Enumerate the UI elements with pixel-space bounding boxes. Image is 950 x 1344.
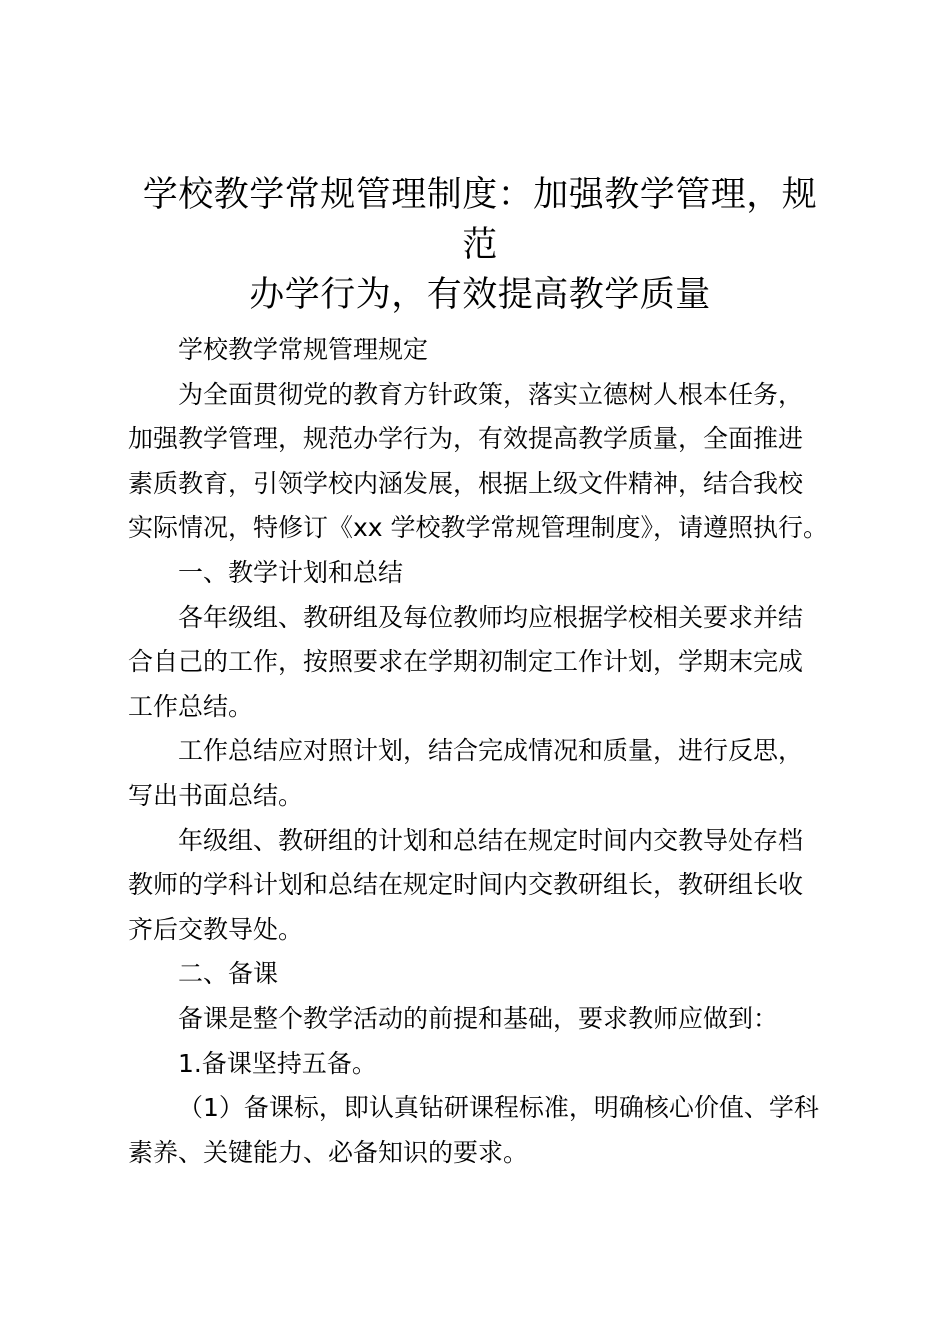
document-page <box>128 170 832 1175</box>
paragraph-subtitle <box>128 328 832 373</box>
document-title <box>128 170 832 320</box>
text-line: 一、教学计划和总结 <box>178 557 404 587</box>
title-line: 学校教学常规管理制度：加强教学管理，规范 <box>142 175 818 265</box>
section-heading-1 <box>128 551 832 596</box>
list-item <box>128 1042 832 1087</box>
paragraph <box>128 596 832 730</box>
text-line: （1）备课标，即认真钻研课程标准，明确核心价值、学科 <box>178 1093 819 1123</box>
text-line: 素养、关键能力、必备知识的要求。 <box>128 1137 529 1167</box>
text-line: 工作总结。 <box>128 691 254 721</box>
text-line: 合自己的工作，按照要求在学期初制定工作计划，学期末完成 <box>128 647 804 677</box>
text-line: 工作总结应对照计划，结合完成情况和质量，进行反思， <box>178 736 804 766</box>
text-line: 齐后交教导处。 <box>128 914 304 944</box>
text-line: 备课是整个教学活动的前提和基础，要求教师应做到： <box>178 1003 779 1033</box>
text-line: 学校教学常规管理规定 <box>178 335 429 364</box>
text-line: 各年级组、教研组及每位教师均应根据学校相关要求并结 <box>178 602 804 632</box>
text-line: 二、备课 <box>178 959 279 989</box>
text-line: 实际情况，特修订《xx 学校教学常规管理制度》，请遵照执行。 <box>128 513 829 543</box>
text-line: 年级组、教研组的计划和总结在规定时间内交教导处存档 <box>178 825 804 855</box>
paragraph <box>128 729 832 818</box>
title-line: 办学行为，有效提高教学质量 <box>249 275 711 315</box>
text-line: 加强教学管理，规范办学行为，有效提高教学质量，全面推进 <box>128 424 804 454</box>
paragraph <box>128 819 832 953</box>
document-body <box>128 328 832 1175</box>
text-line: 素质教育，引领学校内涵发展，根据上级文件精神，结合我校 <box>128 468 804 498</box>
paragraph-intro <box>128 373 832 551</box>
text-line: 为全面贯彻党的教育方针政策，落实立德树人根本任务， <box>178 379 804 409</box>
list-item <box>128 1086 832 1175</box>
text-line: 写出书面总结。 <box>128 780 304 810</box>
text-line: 1.备课坚持五备。 <box>178 1048 377 1078</box>
paragraph <box>128 997 832 1042</box>
text-line: 教师的学科计划和总结在规定时间内交教研组长，教研组长收 <box>128 870 804 900</box>
section-heading-2 <box>128 952 832 997</box>
